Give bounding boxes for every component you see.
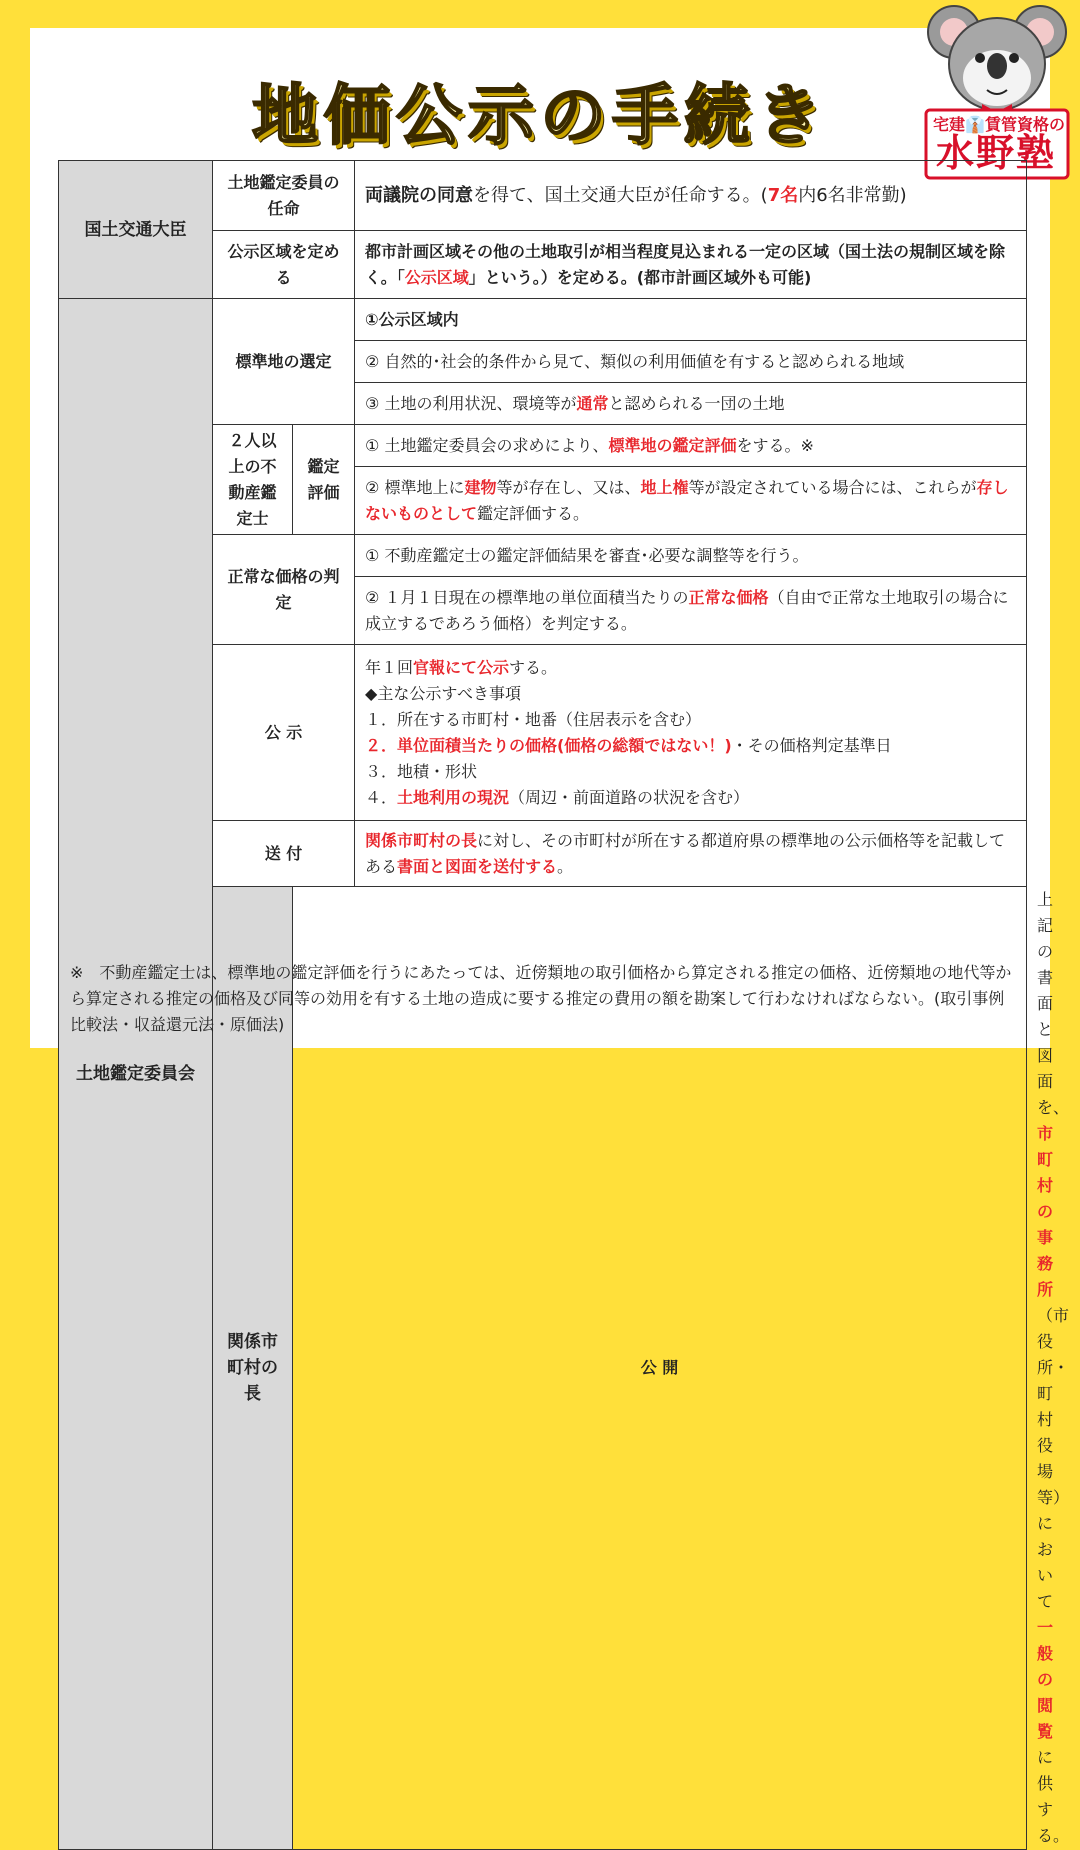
standard-land-item-1: ①公示区域内 [355,299,1027,341]
table-row [59,161,1027,231]
category-mayor: 関係市町村の長 [213,887,293,1850]
label-disclosure: 公 開 [293,887,1027,1850]
publication-content: 年１回官報にて公示する。 ◆主な公示すべき事項 １．所在する市町村・地番（住居表示を含む） ２．単位面積当たりの価格(価格の総額ではない！)・その価格判定基準日 ３．地積・形状 ４．土地利用の現況（周辺・前面道路の状況を含む） [355,645,1027,821]
footnote: ※ 不動産鑑定士は、標準地の鑑定評価を行うにあたっては、近傍類地の取引価格から算定される推定の価格、近傍類地の地代等から算定される推定の価格及び同等の効用を有する土地の造成に要する推定の費用の額を勘案して行わなければならない。(取引事例比較法・収益還元法・原価法) [70,963,1012,1034]
standard-land-item-3: ③ 土地の利用状況、環境等が通常と認められる一団の土地 [355,383,1027,425]
category-committee: 土地鑑定委員会 [59,299,213,1850]
label-sending: 送 付 [213,821,355,887]
label-publication: 公 示 [213,645,355,821]
judgement-item-2: ② １月１日現在の標準地の単位面積当たりの正常な価格（自由で正常な土地取引の場合に成立するであろう価格）を判定する。 [355,577,1027,645]
label-standard-land: 標準地の選定 [213,299,355,425]
appraisal-item-2: ② 標準地上に建物等が存在し、又は、地上権等が設定されている場合には、これらが存しないものとして鑑定評価する。 [355,467,1027,535]
label-appoint: 土地鑑定委員の任命 [213,161,355,231]
judgement-item-1: ① 不動産鑑定士の鑑定評価結果を審査･必要な調整等を行う。 [355,535,1027,577]
appraisal-item-1: ① 土地鑑定委員会の求めにより、標準地の鑑定評価をする。※ [355,425,1027,467]
desc-area: 都市計画区域その他の土地取引が相当程度見込まれる一定の区域（国土法の規制区域を除く。「公示区域」という。）を定める。(都市計画区域外も可能) [355,231,1027,299]
logo-tagline: 宅建👔賃管資格の [933,115,1065,134]
table-row: 関係市町村の長 公 開 上記の書面と図面を、市町村の事務所（市役所・町村役場等）において一般の閲覧に供する。 [59,887,1027,1850]
standard-land-item-2: ② 自然的･社会的条件から見て、類似の利用価値を有すると認められる地域 [355,341,1027,383]
table-row [59,299,1027,341]
logo-name: 水野塾 [935,131,1056,175]
desc-appoint: 両議院の同意を得て、国土交通大臣が任命する。(7名内6名非常勤) [355,161,1027,231]
page-title: 地価公示の手続き [252,77,828,154]
category-minister: 国土交通大臣 [59,161,213,299]
label-area: 公示区域を定める [213,231,355,299]
sending-content: 関係市町村の長に対し、その市町村が所在する都道府県の標準地の公示価格等を記載してある書面と図面を送付する。 [355,821,1027,887]
label-judgement: 正常な価格の判定 [213,535,355,645]
label-appraisers: ２人以上の不動産鑑定士 [213,425,293,535]
label-appraisal: 鑑定評価 [293,425,355,535]
